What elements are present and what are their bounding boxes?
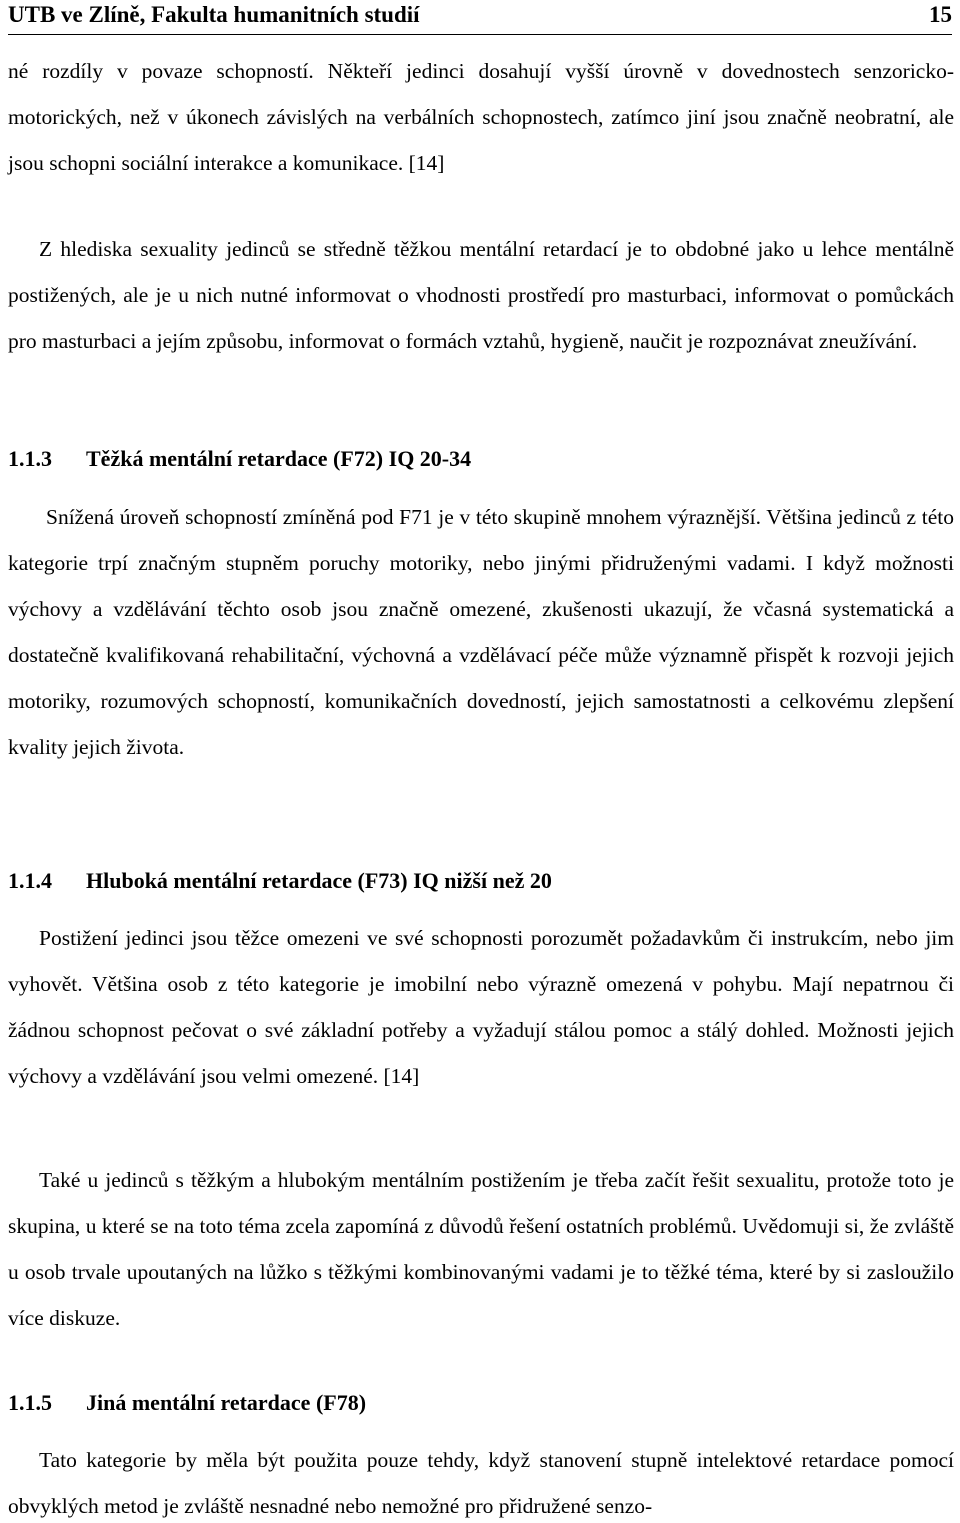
section-heading-1-1-4 [8,866,552,896]
paragraph-2: Z hlediska sexuality jedinců se středně těžkou mentální retardací je to obdobné jako u lehce mentálně postižených, ale je u nich nutné informovat o vhodnosti prostředí pro masturbaci, informovat o pomůckách pro masturbaci a jejím způsobu, informovat o formách vztahů, hygieně, naučit je rozpoznávat zneužívání. [8,237,954,353]
heading-number: 1.1.3 [8,446,52,471]
paragraph-1: né rozdíly v povaze schopností. Někteří jedinci dosahují vyšší úrovně v dovednostech senzoricko-motorických, než v úkonech závislých na verbálních schopnostech, zatímco jiní jsou značně neobratní, ale jsou schopni sociální interakce a komunikace. [14] [8,59,954,175]
heading-title: Jiná mentální retardace (F78) [86,1390,367,1415]
section-heading-1-1-5 [8,1388,366,1418]
page-header [8,0,952,35]
paragraph-6: Tato kategorie by měla být použita pouze tehdy, když stanovení stupně intelektové retardace pomocí obvyklých metod je zvláště nesnadné nebo nemožné pro přidružené senzo- [8,1448,954,1518]
page-number: 15 [929,2,952,27]
heading-title: Hluboká mentální retardace (F73) IQ nižší než 20 [86,868,552,893]
heading-title: Těžká mentální retardace (F72) IQ 20-34 [86,446,472,471]
header-title: UTB ve Zlíně, Fakulta humanitních studií [8,2,420,27]
paragraph-4: Postižení jedinci jsou těžce omezeni ve své schopnosti porozumět požadavkům či instrukcím, nebo jim vyhovět. Většina osob z této kategorie je imobilní nebo výrazně omezená v pohybu. Mají nepatrnou či žádnou schopnost pečovat o své základní potřeby a vyžadují stálou pomoc a stálý dohled. Možnosti jejich výchovy a vzdělávání jsou velmi omezené. [14] [8,926,954,1088]
heading-number: 1.1.5 [8,1390,52,1415]
section-heading-1-1-3 [8,444,471,474]
paragraph-3: Snížená úroveň schopností zmíněná pod F71 je v této skupině mnohem výraznější. Většina jedinců z této kategorie trpí značným stupněm poruchy motoriky, nebo jinými přidruženými vadami. I když možnosti výchovy a vzdělávání těchto osob jsou značně omezené, zkušenosti ukazují, že včasná systematická a dostatečně kvalifikovaná rehabilitační, výchovná a vzdělávací péče může významně přispět k rozvoji jejich motoriky, rozumových schopností, komunikačních dovedností, jejich samostatnosti a celkovému zlepšení kvality jejich života. [8,505,954,759]
paragraph-5: Také u jedinců s těžkým a hlubokým mentálním postižením je třeba začít řešit sexualitu, protože toto je skupina, u které se na toto téma zcela zapomíná z důvodů řešení ostatních problémů. Uvědomuji si, že zvláště u osob trvale upoutaných na lůžko s těžkými kombinovanými vadami je to těžké téma, které by si zasloužilo více diskuze. [8,1168,954,1330]
heading-number: 1.1.4 [8,868,52,893]
